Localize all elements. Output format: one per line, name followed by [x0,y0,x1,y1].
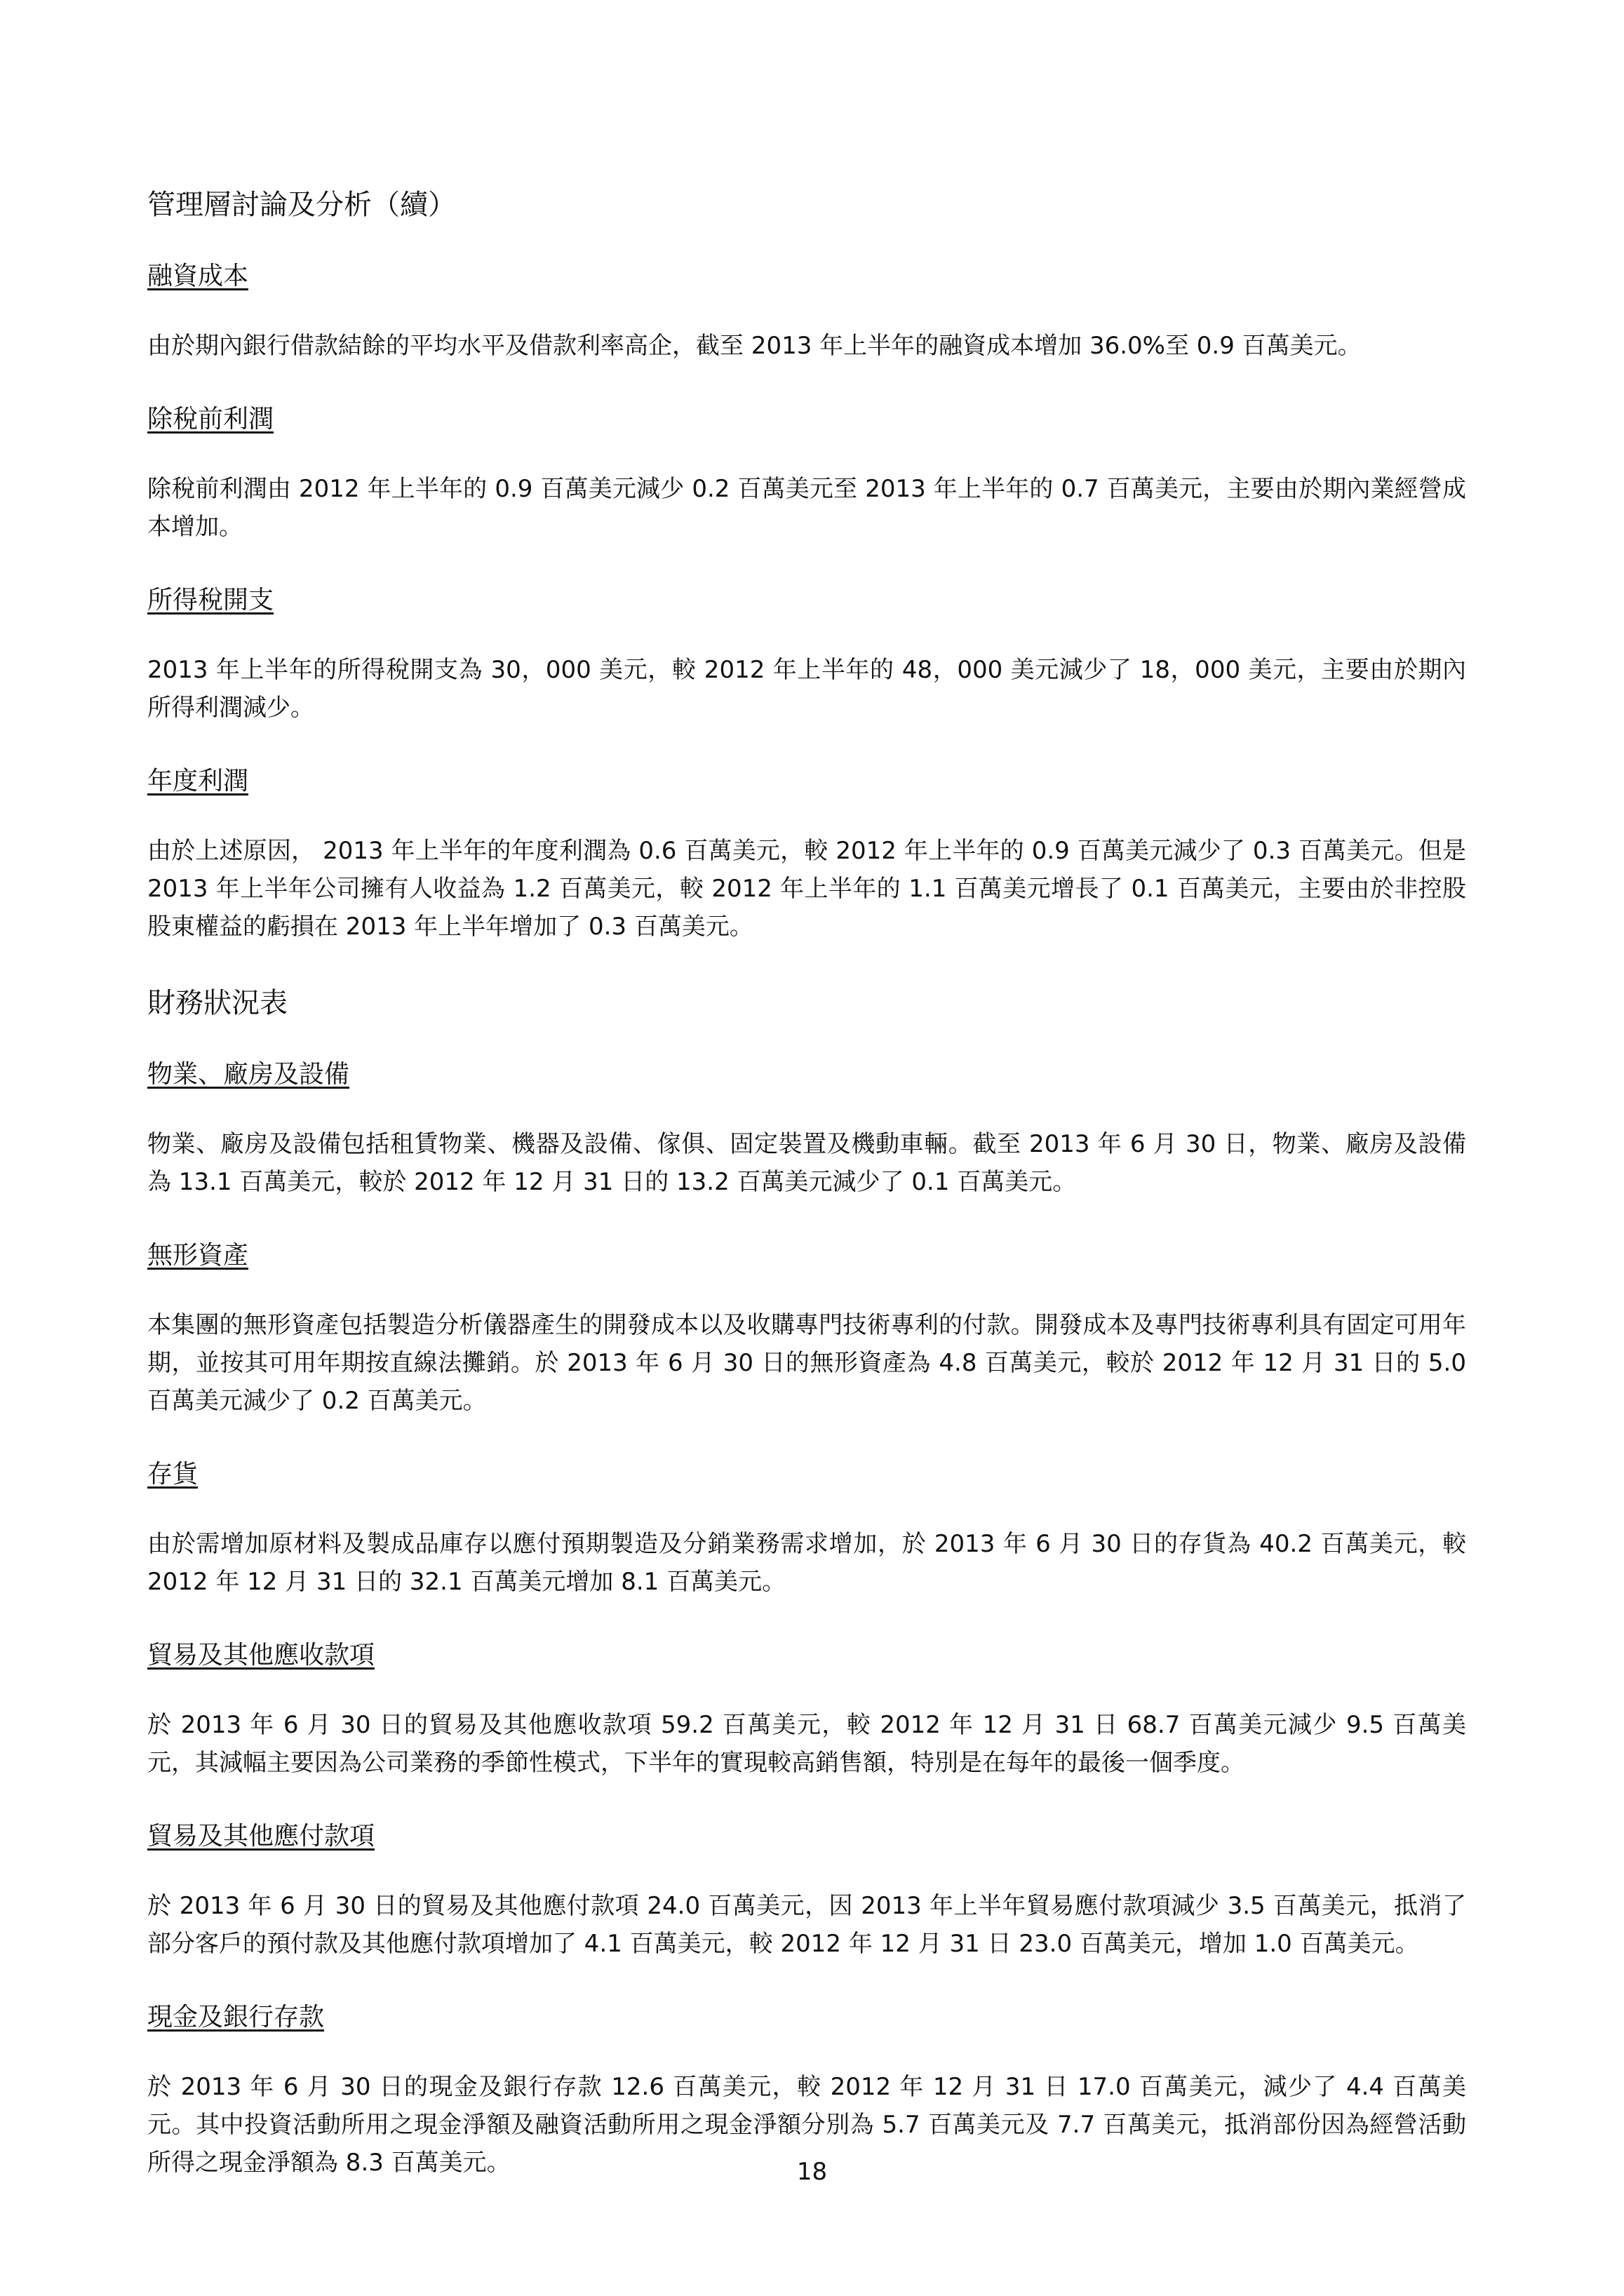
section-heading-ppe: 物業、廠房及設備 [147,1060,350,1089]
section-heading-intangible-assets: 無形資產 [147,1241,249,1270]
section-text-ppe: 物業、廠房及設備包括租賃物業、機器及設備、傢俱、固定裝置及機動車輛。截至 2013 年 6 月 30 日，物業、廠房及設備為 13.1 百萬美元，較於 2012 年 12 月 31 日的 13.2 百萬美元減少了 0.1 百萬美元。 [147,1130,1466,1196]
section-text-cash-bank: 於 2013 年 6 月 30 日的現金及銀行存款 12.6 百萬美元，較 2012 年 12 月 31 日 17.0 百萬美元，減少了 4.4 百萬美元。其中投資活動所用之現金淨額及融資活動所用之現金淨額分別為 5.7 百萬美元及 7.7 百萬美元，抵消部份因為經營活動所得之現金淨額為 8.3 百萬美元。 [147,2073,1466,2177]
section-heading-cash-bank: 現金及銀行存款 [147,2003,325,2032]
section-text-trade-receivables: 於 2013 年 6 月 30 日的貿易及其他應收款項 59.2 百萬美元，較 2012 年 12 月 31 日 68.7 百萬美元減少 9.5 百萬美元，其減幅主要因為公司業務的季節性模式，下半年的實現較高銷售額，特別是在每年的最後一個季度。 [147,1711,1466,1777]
section-text-inventories: 由於需增加原材料及製成品庫存以應付預期製造及分銷業務需求增加，於 2013 年 6 月 30 日的存貨為 40.2 百萬美元，較 2012 年 12 月 31 日的 32.1 百萬美元增加 8.1 百萬美元。 [147,1530,1466,1596]
section-heading-trade-receivables: 貿易及其他應收款項 [147,1641,375,1670]
section-text-profit-before-tax: 除稅前利潤由 2012 年上半年的 0.9 百萬美元減少 0.2 百萬美元至 2013 年上半年的 0.7 百萬美元，主要由於期內業經營成本增加。 [147,475,1466,541]
main-heading-financial-position: 財務狀況表 [147,987,288,1019]
section-heading-profit-before-tax: 除稅前利潤 [147,405,274,434]
section-text-income-tax: 2013 年上半年的所得稅開支為 30，000 美元，較 2012 年上半年的 48，000 美元減少了 18，000 美元，主要由於期內所得利潤減少。 [147,656,1466,722]
section-heading-income-tax: 所得稅開支 [147,586,274,615]
page-number: 18 [796,2158,828,2186]
section-text-trade-payables: 於 2013 年 6 月 30 日的貿易及其他應付款項 24.0 百萬美元，因 2013 年上半年貿易應付款項減少 3.5 百萬美元，抵消了部分客戶的預付款及其他應付款項增加了 4.1 百萬美元，較 2012 年 12 月 31 日 23.0 百萬美元，增加 1.0 百萬美元。 [147,1892,1466,1958]
section-heading-finance-costs: 融資成本 [147,262,249,290]
section-text-annual-profit: 由於上述原因， 2013 年上半年的年度利潤為 0.6 百萬美元，較 2012 年上半年的 0.9 百萬美元減少了 0.3 百萬美元。但是 2013 年上半年公司擁有人收益為 1.2 百萬美元，較 2012 年上半年的 1.1 百萬美元增長了 0.1 百萬美元，主要由於非控股股東權益的虧損在 2013 年上半年增加了 0.3 百萬美元。 [147,837,1466,941]
section-text-finance-costs: 由於期內銀行借款結餘的平均水平及借款利率高企，截至 2013 年上半年的融資成本增加 36.0%至 0.9 百萬美元。 [147,332,1362,360]
document-page [147,184,1466,2218]
section-heading-inventories: 存貨 [147,1460,199,1489]
section-heading-trade-payables: 貿易及其他應付款項 [147,1822,375,1851]
main-heading-mdna: 管理層討論及分析（續） [147,189,456,221]
section-heading-annual-profit: 年度利潤 [147,767,249,795]
section-text-intangible-assets: 本集團的無形資產包括製造分析儀器產生的開發成本以及收購專門技術專利的付款。開發成本及專門技術專利具有固定可用年期，並按其可用年期按直線法攤銷。於 2013 年 6 月 30 日的無形資產為 4.8 百萬美元，較於 2012 年 12 月 31 日的 5.0 百萬美元減少了 0.2 百萬美元。 [147,1311,1466,1415]
